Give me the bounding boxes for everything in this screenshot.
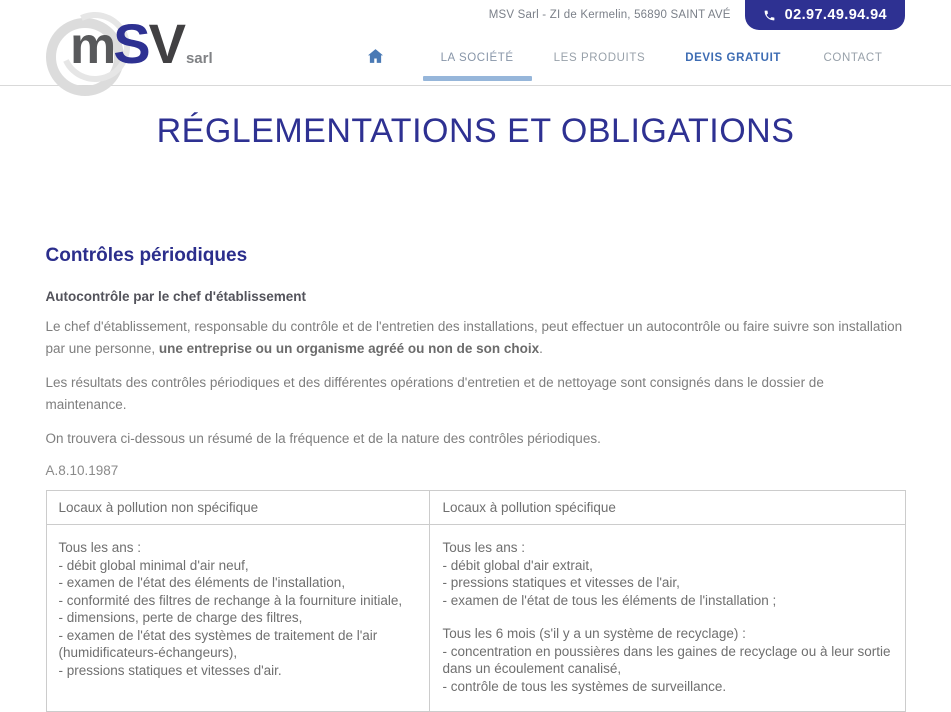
phone-icon bbox=[763, 9, 776, 22]
nav-item-la-societe[interactable] bbox=[421, 30, 534, 86]
home-icon bbox=[368, 49, 383, 68]
phone-number: 02.97.49.94.94 bbox=[784, 7, 887, 23]
cell-line: - conformité des filtres de rechange à la fourniture initiale, bbox=[58, 592, 403, 608]
paragraph-resume: On trouvera ci-dessous un résumé de la fréquence et de la nature des contrôles périodiques. bbox=[45, 431, 601, 446]
controls-table bbox=[46, 490, 906, 712]
nav-item-label: CONTACT bbox=[823, 52, 883, 64]
nav-item-contact[interactable] bbox=[801, 30, 905, 86]
logo-suffix: sarl bbox=[185, 50, 213, 67]
cell-group-annuel bbox=[442, 539, 892, 609]
cell-line: - examen de l'état de tous les éléments de l'installation ; bbox=[442, 592, 777, 608]
paragraph-text: . bbox=[539, 341, 543, 356]
cell-line: Tous les ans : bbox=[58, 540, 142, 555]
cell-line: - dimensions, perte de charge des filtres, bbox=[58, 610, 303, 625]
cell-group bbox=[59, 539, 418, 679]
table-header-non-specifique: Locaux à pollution non spécifique bbox=[46, 491, 430, 525]
nav-home-link[interactable] bbox=[359, 49, 393, 68]
regulation-reference: A.8.10.1987 bbox=[45, 463, 119, 478]
cell-line: - pressions statiques et vitesses d'air. bbox=[58, 662, 282, 678]
cell-line: - examen de l'état des systèmes de traitement de l'air (humidificateurs-échangeurs), bbox=[58, 627, 378, 660]
logo-text bbox=[70, 12, 213, 75]
paragraph-bold-text: une entreprise ou un organisme agréé ou non de son choix bbox=[158, 341, 540, 356]
nav-item-devis-gratuit[interactable] bbox=[665, 30, 801, 86]
cell-line: - concentration en poussières dans les gaines de recyclage ou à leur sortie dans un écoulement canalisé, bbox=[442, 643, 891, 676]
paragraph-text: Le chef d'établissement, responsable du contrôle et de l'entretien des installations, peut effectuer un autocontrôle ou faire suivre son installation par une personne, bbox=[45, 319, 903, 356]
table-cell-non-specifique bbox=[46, 525, 430, 712]
main-content bbox=[46, 112, 906, 712]
page-title: RÉGLEMENTATIONS ET OBLIGATIONS bbox=[156, 112, 795, 150]
cell-line: - débit global d'air extrait, bbox=[442, 557, 593, 573]
logo-letter-m: m bbox=[70, 17, 114, 75]
cell-line: - contrôle de tous les systèmes de surveillance. bbox=[442, 678, 727, 694]
paragraph-resultats: Les résultats des contrôles périodiques et des différentes opérations d'entretien et de nettoyage sont consignés dans le dossier de maintenance. bbox=[45, 375, 824, 412]
section-heading: Contrôles périodiques bbox=[45, 245, 248, 266]
subheading: Autocontrôle par le chef d'établissement bbox=[45, 289, 307, 304]
company-address: MSV Sarl - ZI de Kermelin, 56890 SAINT AVÉ bbox=[488, 9, 731, 21]
active-tab-underline bbox=[423, 76, 532, 81]
cell-line: Tous les ans : bbox=[442, 540, 526, 555]
nav-item-les-produits[interactable] bbox=[534, 30, 666, 86]
table-header-specifique: Locaux à pollution spécifique bbox=[430, 491, 905, 525]
cell-line: - examen de l'état des éléments de l'installation, bbox=[58, 575, 346, 590]
nav-item-label: LES PRODUITS bbox=[553, 52, 646, 64]
paragraph-autocontrole bbox=[46, 316, 906, 360]
cell-line: - débit global minimal d'air neuf, bbox=[58, 557, 249, 573]
logo-letter-v: V bbox=[148, 12, 186, 75]
cell-group-semestriel bbox=[442, 625, 892, 695]
table-body-row bbox=[46, 525, 905, 712]
cell-line: - pressions statiques et vitesses de l'air, bbox=[442, 575, 680, 590]
cell-line: Tous les 6 mois (s'il y a un système de recyclage) : bbox=[442, 626, 746, 641]
logo-letter-s: S bbox=[113, 12, 149, 75]
main-nav bbox=[359, 30, 905, 86]
nav-item-label: LA SOCIÉTÉ bbox=[440, 52, 514, 64]
table-header-row bbox=[46, 491, 905, 525]
table-cell-specifique bbox=[430, 525, 905, 712]
phone-button[interactable] bbox=[745, 0, 905, 30]
nav-item-label: DEVIS GRATUIT bbox=[685, 52, 781, 64]
company-logo[interactable] bbox=[46, 8, 226, 108]
